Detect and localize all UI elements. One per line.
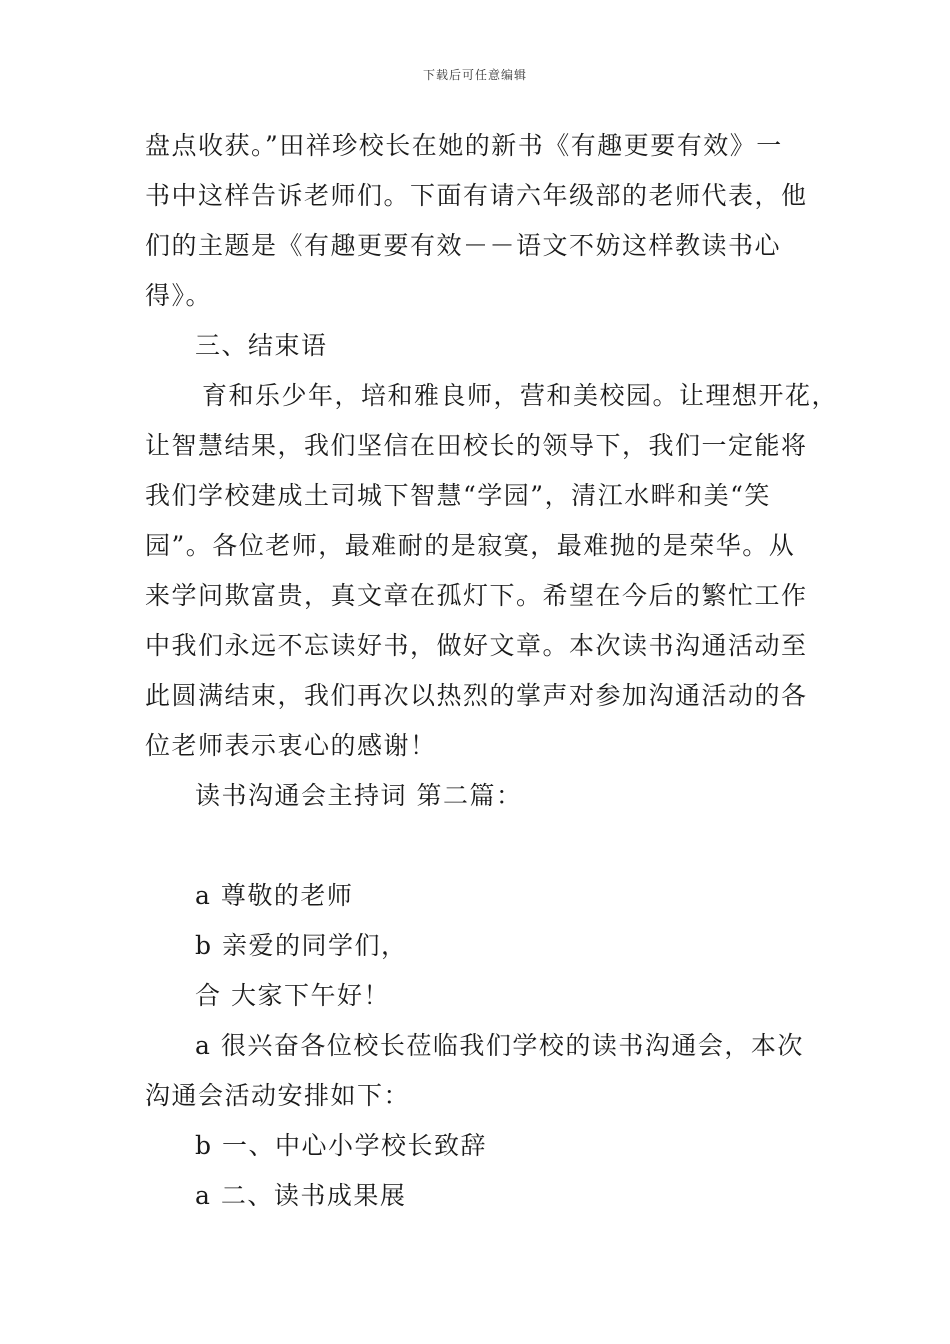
document-body [145, 128, 839, 1228]
paragraph-line: 我们学校建成土司城下智慧“学园”，清江水畔和美“笑 [145, 481, 771, 510]
paragraph-line: 盘点收获。”田祥珍校长在她的新书《有趣更要有效》一 [145, 131, 783, 160]
section-heading-part-two: 读书沟通会主持词 第二篇： [195, 781, 523, 810]
dialogue-line: 合 大家下午好！ [195, 981, 390, 1010]
section-heading-closing: 三、结束语 [195, 331, 328, 360]
paragraph-line: 位老师表示衷心的感谢！ [145, 731, 437, 760]
page-header-note: 下载后可任意编辑 [422, 68, 527, 82]
paragraph-line: 中我们永远不忘读好书，做好文章。本次读书沟通活动至 [145, 631, 808, 660]
paragraph-line: 此圆满结束，我们再次以热烈的掌声对参加沟通活动的各 [145, 681, 808, 710]
paragraph-line: 沟通会活动安排如下： [145, 1081, 411, 1110]
paragraph-line: 育和乐少年，培和雅良师，营和美校园。让理想开花， [202, 381, 839, 410]
paragraph-line: 来学问欺富贵，真文章在孤灯下。希望在今后的繁忙工作 [145, 581, 808, 610]
blank-line [145, 828, 810, 878]
dialogue-line: a 二、读书成果展 [195, 1181, 407, 1210]
dialogue-line: b 一、中心小学校长致辞 [195, 1131, 487, 1160]
dialogue-line: a 尊敬的老师 [195, 881, 354, 910]
paragraph-line: 让智慧结果，我们坚信在田校长的领导下，我们一定能将 [145, 431, 808, 460]
dialogue-line: a 很兴奋各位校长莅临我们学校的读书沟通会，本次 [195, 1031, 804, 1060]
paragraph-line: 园”。各位老师，最难耐的是寂寞，最难抛的是荣华。从 [145, 531, 796, 560]
dialogue-line: b 亲爱的同学们， [195, 931, 408, 960]
paragraph-line: 书中这样告诉老师们。下面有请六年级部的老师代表，他 [145, 181, 808, 210]
paragraph-line: 得》。 [145, 281, 213, 310]
paragraph-line: 们的主题是《有趣更要有效－－语文不妨这样教读书心 [145, 231, 782, 260]
